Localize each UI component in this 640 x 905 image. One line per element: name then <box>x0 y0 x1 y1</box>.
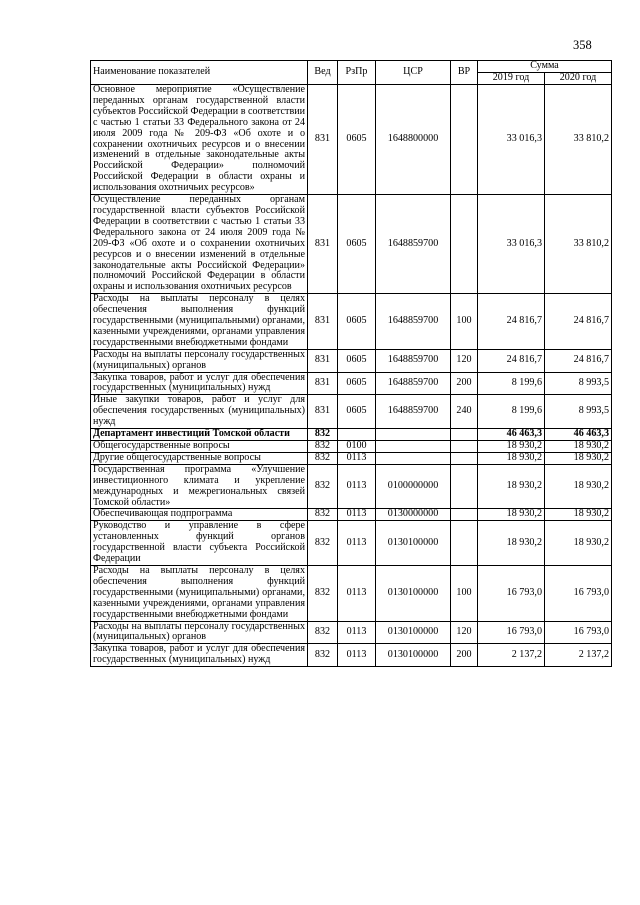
row-2019: 18 930,2 <box>478 452 545 464</box>
table-row <box>91 452 612 464</box>
row-2020: 18 930,2 <box>545 509 612 521</box>
page-number: 358 <box>573 38 592 52</box>
row-name: Иные закупки товаров, работ и услуг для обеспечения государственных (муниципальных) нужд <box>91 395 308 429</box>
row-vr: 100 <box>451 294 478 350</box>
row-rzpr: 0113 <box>338 509 376 521</box>
row-rzpr: 0113 <box>338 452 376 464</box>
row-2019: 18 930,2 <box>478 464 545 509</box>
row-vr <box>451 85 478 195</box>
row-csr <box>376 441 451 453</box>
row-ved: 832 <box>308 441 338 453</box>
row-ved: 832 <box>308 644 338 667</box>
row-2020: 18 930,2 <box>545 521 612 566</box>
row-rzpr: 0605 <box>338 195 376 294</box>
row-csr: 1648859700 <box>376 395 451 429</box>
row-2019: 24 816,7 <box>478 349 545 372</box>
row-2020: 16 793,0 <box>545 565 612 621</box>
row-2019: 16 793,0 <box>478 621 545 644</box>
row-2019: 33 016,3 <box>478 85 545 195</box>
row-rzpr: 0113 <box>338 644 376 667</box>
row-name: Департамент инвестиций Томской области <box>91 429 308 441</box>
row-name: Основное мероприятие «Осуществление переданных органам государственной власти субъектов Российской Федерации в соответствии с частью 1 статьи 33 Федерального закона от 24 июля 2009 года № 209-ФЗ «Об охоте и о сохранении охотничьих ресурсов и о внесении изменений в отдельные законодательные акты Российской Федерации» полномочий Российской Федерации в области охраны и использования охотничьих ресурсов» <box>91 85 308 195</box>
row-csr: 1648800000 <box>376 85 451 195</box>
row-name: Руководство и управление в сфере установленных функций органов государственной власти субъекта Российской Федерации <box>91 521 308 566</box>
row-vr: 200 <box>451 372 478 395</box>
table-row <box>91 395 612 429</box>
row-rzpr: 0605 <box>338 349 376 372</box>
row-vr <box>451 509 478 521</box>
row-name: Осуществление переданных органам государственной власти субъектов Российской Федерации в соответствии с частью 1 статьи 33 Федерального закона от 24 июля 2009 года № 209-ФЗ «Об охоте и о сохранении охотничьих ресурсов и о внесении изменений в отдельные законодательные акты Российской Федерации» полномочий Российской Федерации в области охраны и использования охотничьих ресурсов <box>91 195 308 294</box>
row-rzpr <box>338 429 376 441</box>
row-name: Другие общегосударственные вопросы <box>91 452 308 464</box>
row-2020: 24 816,7 <box>545 294 612 350</box>
row-ved: 832 <box>308 521 338 566</box>
row-ved: 832 <box>308 565 338 621</box>
row-2019: 2 137,2 <box>478 644 545 667</box>
row-2020: 16 793,0 <box>545 621 612 644</box>
row-vr: 240 <box>451 395 478 429</box>
row-name: Обеспечивающая подпрограмма <box>91 509 308 521</box>
row-2019: 18 930,2 <box>478 509 545 521</box>
header-name: Наименование показателей <box>91 61 308 85</box>
row-2019: 46 463,3 <box>478 429 545 441</box>
header-2020: 2020 год <box>545 73 612 85</box>
table-row <box>91 372 612 395</box>
row-rzpr: 0113 <box>338 565 376 621</box>
row-csr: 0130100000 <box>376 565 451 621</box>
table-row <box>91 349 612 372</box>
row-vr <box>451 452 478 464</box>
row-name: Общегосударственные вопросы <box>91 441 308 453</box>
row-vr <box>451 195 478 294</box>
row-vr <box>451 429 478 441</box>
row-csr: 1648859700 <box>376 294 451 350</box>
row-2020: 46 463,3 <box>545 429 612 441</box>
table-row <box>91 644 612 667</box>
header-vr: ВР <box>451 61 478 85</box>
header-sum: Сумма <box>478 61 612 73</box>
row-vr: 120 <box>451 621 478 644</box>
table-row <box>91 294 612 350</box>
row-rzpr: 0605 <box>338 294 376 350</box>
row-name: Расходы на выплаты персоналу в целях обеспечения выполнения функций государственными (муниципальными) органами, казенными учреждениями, органами управления государственными внебюджетными фондами <box>91 565 308 621</box>
row-ved: 831 <box>308 294 338 350</box>
row-2019: 8 199,6 <box>478 372 545 395</box>
row-name: Закупка товаров, работ и услуг для обеспечения государственных (муниципальных) нужд <box>91 644 308 667</box>
row-rzpr: 0113 <box>338 621 376 644</box>
row-name: Расходы на выплаты персоналу в целях обеспечения выполнения функций государственными (муниципальными) органами, казенными учреждениями, органами управления государственными внебюджетными фондами <box>91 294 308 350</box>
row-csr: 0130100000 <box>376 644 451 667</box>
table-row <box>91 195 612 294</box>
table-row <box>91 621 612 644</box>
row-2020: 8 993,5 <box>545 372 612 395</box>
header-rzpr: РзПр <box>338 61 376 85</box>
table-row <box>91 521 612 566</box>
table-row <box>91 429 612 441</box>
table-row <box>91 441 612 453</box>
budget-table <box>90 60 612 667</box>
row-csr: 0130000000 <box>376 509 451 521</box>
row-2020: 33 810,2 <box>545 195 612 294</box>
row-ved: 832 <box>308 509 338 521</box>
row-csr <box>376 452 451 464</box>
row-ved: 832 <box>308 452 338 464</box>
row-csr: 1648859700 <box>376 195 451 294</box>
row-ved: 831 <box>308 395 338 429</box>
header-csr: ЦСР <box>376 61 451 85</box>
row-rzpr: 0605 <box>338 372 376 395</box>
row-name: Расходы на выплаты персоналу государственных (муниципальных) органов <box>91 621 308 644</box>
row-vr: 200 <box>451 644 478 667</box>
row-vr: 120 <box>451 349 478 372</box>
row-name: Закупка товаров, работ и услуг для обеспечения государственных (муниципальных) нужд <box>91 372 308 395</box>
row-2019: 18 930,2 <box>478 441 545 453</box>
row-vr <box>451 521 478 566</box>
row-ved: 832 <box>308 429 338 441</box>
row-2020: 24 816,7 <box>545 349 612 372</box>
row-ved: 832 <box>308 621 338 644</box>
row-csr: 0130100000 <box>376 621 451 644</box>
table-row <box>91 509 612 521</box>
row-rzpr: 0605 <box>338 395 376 429</box>
row-2020: 33 810,2 <box>545 85 612 195</box>
row-rzpr: 0113 <box>338 521 376 566</box>
row-rzpr: 0605 <box>338 85 376 195</box>
row-rzpr: 0100 <box>338 441 376 453</box>
table-row <box>91 464 612 509</box>
row-2020: 2 137,2 <box>545 644 612 667</box>
row-2020: 8 993,5 <box>545 395 612 429</box>
row-2019: 18 930,2 <box>478 521 545 566</box>
header-ved: Вед <box>308 61 338 85</box>
table-row <box>91 85 612 195</box>
row-2019: 8 199,6 <box>478 395 545 429</box>
row-ved: 831 <box>308 372 338 395</box>
row-csr: 1648859700 <box>376 349 451 372</box>
row-ved: 831 <box>308 85 338 195</box>
row-vr <box>451 464 478 509</box>
row-ved: 832 <box>308 464 338 509</box>
table-row <box>91 565 612 621</box>
row-2020: 18 930,2 <box>545 452 612 464</box>
row-vr <box>451 441 478 453</box>
row-2019: 33 016,3 <box>478 195 545 294</box>
table-body <box>91 85 612 667</box>
row-csr <box>376 429 451 441</box>
row-csr: 1648859700 <box>376 372 451 395</box>
row-name: Государственная программа «Улучшение инвестиционного климата и укрепление международных и межрегиональных связей Томской области» <box>91 464 308 509</box>
header-2019: 2019 год <box>478 73 545 85</box>
row-2019: 16 793,0 <box>478 565 545 621</box>
row-ved: 831 <box>308 195 338 294</box>
row-2019: 24 816,7 <box>478 294 545 350</box>
row-ved: 831 <box>308 349 338 372</box>
row-name: Расходы на выплаты персоналу государственных (муниципальных) органов <box>91 349 308 372</box>
row-2020: 18 930,2 <box>545 464 612 509</box>
row-vr: 100 <box>451 565 478 621</box>
row-rzpr: 0113 <box>338 464 376 509</box>
row-2020: 18 930,2 <box>545 441 612 453</box>
row-csr: 0100000000 <box>376 464 451 509</box>
row-csr: 0130100000 <box>376 521 451 566</box>
